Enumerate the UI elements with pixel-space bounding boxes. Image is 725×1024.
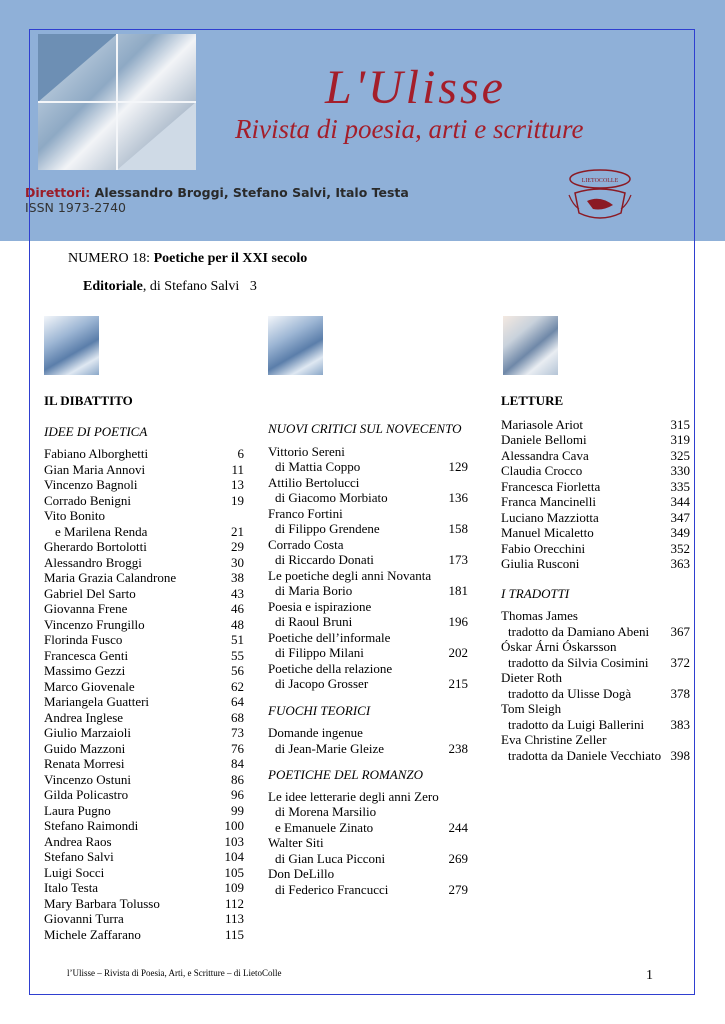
toc-entry-name: Gherardo Bortolotti xyxy=(44,539,147,554)
toc-entry[interactable] xyxy=(44,679,244,695)
cover-image-logo xyxy=(38,34,196,170)
toc-entry-page: 84 xyxy=(231,756,244,771)
toc-entry[interactable] xyxy=(44,741,244,757)
toc-entry-page: 335 xyxy=(670,478,690,494)
toc-entry[interactable] xyxy=(44,849,244,865)
toc-entry-name: di Raoul Bruni xyxy=(275,614,353,629)
toc-entry-page: 103 xyxy=(224,833,244,849)
toc-entry-page: 6 xyxy=(237,446,244,461)
toc-entry[interactable] xyxy=(44,586,244,602)
toc-entry-page: 352 xyxy=(670,540,690,556)
toc-entry-author: di Morena Marsilio xyxy=(275,804,377,819)
toc-entry[interactable] xyxy=(44,787,244,803)
toc-entry[interactable] xyxy=(44,601,244,617)
toc-entry-page: 158 xyxy=(448,521,468,536)
subsection-heading: POETICHE DEL ROMANZO xyxy=(268,767,424,782)
toc-entry-name: Florinda Fusco xyxy=(44,632,123,647)
toc-entry-page: 68 xyxy=(231,709,244,725)
readings-list xyxy=(501,417,690,572)
section-heading: IL DIBATTITO xyxy=(44,393,133,408)
toc-entry-name: Andrea Inglese xyxy=(44,709,124,725)
toc-entry-page: 115 xyxy=(224,926,244,942)
toc-entry-page: 367 xyxy=(670,623,690,639)
issue-heading xyxy=(68,251,307,267)
toc-entry-name: di Jean-Marie Gleize xyxy=(275,740,385,756)
toc-entry[interactable] xyxy=(501,510,690,526)
toc-entry-name: Fabiano Alborghetti xyxy=(44,446,149,461)
toc-entry-page: 13 xyxy=(231,477,244,492)
toc-entry[interactable] xyxy=(44,772,244,788)
toc-entry-title[interactable]: Walter Siti xyxy=(268,835,324,850)
toc-entry-name: Fabio Orecchini xyxy=(501,540,586,556)
toc-entry-name: tradotto da Silvia Cosimini xyxy=(508,654,649,670)
toc-entry-name: Alessandro Broggi xyxy=(44,554,142,570)
toc-entry-page: 43 xyxy=(231,585,244,601)
toc-entry-page: 196 xyxy=(448,614,468,629)
issn-number: ISSN 1973-2740 xyxy=(25,200,127,215)
toc-entry[interactable] xyxy=(44,710,244,726)
toc-entry-page: 238 xyxy=(448,740,468,756)
toc-entry-name: di Filippo Grendene xyxy=(275,521,380,536)
toc-entry-page: 325 xyxy=(670,447,690,463)
toc-entry[interactable] xyxy=(501,686,690,702)
toc-entry-name: Luigi Socci xyxy=(44,864,105,880)
toc-entry-page: 112 xyxy=(224,895,244,911)
toc-entry[interactable] xyxy=(501,448,690,464)
toc-entry[interactable] xyxy=(44,555,244,571)
toc-entry-name: tradotto da Luigi Ballerini xyxy=(508,716,645,732)
toc-entry-name: Claudia Crocco xyxy=(501,463,583,478)
toc-entry[interactable] xyxy=(501,624,690,640)
toc-entry[interactable] xyxy=(44,570,244,586)
toc-entry-page: 372 xyxy=(670,654,690,670)
issue-number: NUMERO 18: xyxy=(68,251,151,266)
toc-entry-name: Italo Testa xyxy=(44,880,99,895)
toc-entry-name: di Giacomo Morbiato xyxy=(275,490,388,505)
toc-entry[interactable] xyxy=(44,663,244,679)
toc-entry-name: tradotto da Ulisse Dogà xyxy=(508,685,632,701)
toc-entry-title[interactable]: Corrado Costa xyxy=(268,536,344,552)
section-thumbnail-image xyxy=(44,316,99,375)
toc-entry[interactable] xyxy=(268,676,468,692)
toc-entry-name: Francesca Genti xyxy=(44,647,129,663)
toc-entry-name: Francesca Fiorletta xyxy=(501,478,601,494)
toc-entry[interactable] xyxy=(501,494,690,510)
middle-column xyxy=(268,421,468,897)
toc-entry-name: Giulio Marzaioli xyxy=(44,725,132,740)
section-heading: LETTURE xyxy=(501,393,564,408)
author-list xyxy=(44,446,244,942)
toc-entry-page: 46 xyxy=(231,601,244,616)
right-column xyxy=(501,393,690,763)
subsection-heading: NUOVI CRITICI SUL NOVECENTO xyxy=(268,421,462,436)
toc-entry-page: 73 xyxy=(231,725,244,740)
toc-entry-title[interactable]: Thomas James xyxy=(501,608,578,623)
toc-entry[interactable] xyxy=(44,493,244,509)
toc-entry[interactable] xyxy=(44,896,244,912)
toc-entry-name: di Jacopo Grosser xyxy=(275,676,369,691)
toc-entry-name: di Federico Francucci xyxy=(275,881,389,897)
critics-list xyxy=(268,444,468,692)
toc-entry-page: 378 xyxy=(670,685,690,701)
toc-entry-page: 269 xyxy=(448,850,468,866)
toc-entry[interactable] xyxy=(268,741,468,757)
toc-entry-page: 319 xyxy=(670,432,690,447)
toc-entry-page: 215 xyxy=(448,676,468,691)
toc-entry-page: 104 xyxy=(224,849,244,864)
toc-entry[interactable] xyxy=(44,725,244,741)
page-number: 1 xyxy=(646,968,653,983)
toc-entry[interactable] xyxy=(268,490,468,506)
toc-entry-page: 105 xyxy=(224,864,244,880)
toc-entry-name: Giovanni Turra xyxy=(44,911,124,926)
toc-entry-page: 21 xyxy=(231,523,244,539)
toc-entry[interactable] xyxy=(44,508,244,524)
toc-entry[interactable] xyxy=(44,617,244,633)
toc-entry-name: Renata Morresi xyxy=(44,756,125,771)
romanzo-list xyxy=(268,789,468,898)
toc-entry-page: 279 xyxy=(448,881,468,897)
toc-entry-page: 11 xyxy=(231,461,244,477)
editorial-author: , di Stefano Salvi xyxy=(142,279,240,294)
fuochi-list xyxy=(268,725,468,756)
subsection-heading: I TRADOTTI xyxy=(501,585,570,601)
toc-entry[interactable] xyxy=(268,521,468,537)
toc-entry-name: Stefano Salvi xyxy=(44,849,114,864)
directors-names: Alessandro Broggi, Stefano Salvi, Italo Testa xyxy=(94,185,409,200)
toc-entry[interactable] xyxy=(44,539,244,555)
toc-entry-page: 330 xyxy=(670,463,690,478)
toc-entry-page: 56 xyxy=(231,663,244,678)
toc-entry[interactable] xyxy=(501,748,690,764)
toc-entry-page: 363 xyxy=(670,556,690,571)
toc-entry-name: Gabriel Del Sarto xyxy=(44,585,136,601)
toc-entry-name: Mariasole Ariot xyxy=(501,416,583,432)
toc-entry-name: Stefano Raimondi xyxy=(44,818,139,833)
toc-entry[interactable] xyxy=(44,834,244,850)
romanzo-items xyxy=(268,835,468,897)
toc-entry[interactable] xyxy=(501,417,690,433)
toc-entry-name: di Filippo Milani xyxy=(275,645,364,660)
toc-entry-page: 344 xyxy=(670,494,690,509)
left-column xyxy=(44,393,244,942)
magazine-subtitle: Rivista di poesia, arti e scritture xyxy=(235,114,584,144)
toc-entry-name: Guido Mazzoni xyxy=(44,740,126,756)
directors-label: Direttori: xyxy=(25,185,91,200)
toc-entry[interactable] xyxy=(44,911,244,927)
toc-entry-page: 76 xyxy=(231,740,244,756)
toc-entry[interactable] xyxy=(268,882,468,898)
toc-entry-page: 129 xyxy=(448,459,468,474)
toc-entry-name: Vincenzo Frungillo xyxy=(44,616,145,632)
footer-text: l’Ulisse – Rivista di Poesia, Arti, e Scritture – di LietoColle xyxy=(67,968,282,978)
toc-entry-name: di Mattia Coppo xyxy=(275,459,361,474)
issue-title: Poetiche per il XXI secolo xyxy=(153,251,308,266)
toc-entry-title[interactable]: Tom Sleigh xyxy=(501,701,562,716)
toc-entry-title[interactable]: Poetiche dell’informale xyxy=(268,629,391,645)
toc-entry[interactable] xyxy=(501,541,690,557)
toc-entry-name: Mary Barbara Tolusso xyxy=(44,895,160,911)
toc-entry-title[interactable]: Poesia e ispirazione xyxy=(268,598,372,614)
toc-entry-title[interactable]: Domande ingenue xyxy=(268,725,363,740)
toc-entry[interactable] xyxy=(44,927,244,943)
toc-entry-name: Vito Bonito xyxy=(44,508,105,523)
toc-entry[interactable] xyxy=(268,851,468,867)
editorial-page: 3 xyxy=(249,279,257,294)
toc-entry-title[interactable]: Don DeLillo xyxy=(268,866,335,881)
toc-entry[interactable] xyxy=(44,446,244,462)
toc-entry-name: Vincenzo Ostuni xyxy=(44,771,131,787)
toc-entry-name: Luciano Mazziotta xyxy=(501,509,599,525)
toc-entry[interactable] xyxy=(44,803,244,819)
toc-entry-title[interactable]: Dieter Roth xyxy=(501,670,563,685)
toc-entry-title[interactable]: Poetiche della relazione xyxy=(268,660,393,676)
toc-entry-name: di Maria Borio xyxy=(275,583,353,598)
toc-entry[interactable] xyxy=(44,632,244,648)
toc-entry-name: tradotta da Daniele Vecchiato xyxy=(508,747,662,763)
toc-entry-name: Maria Grazia Calandrone xyxy=(44,570,177,585)
toc-entry-page: 347 xyxy=(670,509,690,525)
translated-list xyxy=(501,608,690,763)
toc-entry[interactable] xyxy=(44,880,244,896)
toc-entry[interactable] xyxy=(44,865,244,881)
toc-entry-title[interactable]: Le poetiche degli anni Novanta xyxy=(268,567,432,583)
toc-entry-page: 62 xyxy=(231,678,244,694)
toc-entry[interactable] xyxy=(501,556,690,572)
toc-entry[interactable] xyxy=(501,432,690,448)
subsection-heading: IDEE DI POETICA xyxy=(44,423,148,439)
toc-entry-page: 99 xyxy=(231,802,244,818)
toc-entry-title[interactable]: Le idee letterarie degli anni Zero xyxy=(268,788,439,804)
toc-entry[interactable] xyxy=(501,479,690,495)
toc-entry[interactable] xyxy=(268,614,468,630)
toc-entry[interactable] xyxy=(44,694,244,710)
toc-entry-name: Michele Zaffarano xyxy=(44,926,141,942)
toc-entry-page: 55 xyxy=(231,647,244,663)
toc-entry[interactable] xyxy=(268,645,468,661)
toc-entry-page: 48 xyxy=(231,616,244,632)
toc-entry[interactable] xyxy=(44,477,244,493)
section-thumbnail-image xyxy=(268,316,323,375)
toc-entry-name: Daniele Bellomi xyxy=(501,432,587,447)
toc-entry-page: 202 xyxy=(448,645,468,660)
toc-entry[interactable] xyxy=(501,525,690,541)
toc-entry[interactable] xyxy=(44,756,244,772)
toc-entry-name: Corrado Benigni xyxy=(44,492,132,508)
toc-entry-page: 30 xyxy=(231,554,244,570)
toc-entry-page: 109 xyxy=(224,880,244,895)
toc-entry-page: 181 xyxy=(448,583,468,598)
toc-entry-page: 383 xyxy=(670,716,690,732)
toc-entry-name: Andrea Raos xyxy=(44,833,112,849)
toc-entry-name: tradotto da Damiano Abeni xyxy=(508,623,650,639)
toc-entry-name: di Riccardo Donati xyxy=(275,552,374,567)
toc-entry[interactable] xyxy=(501,717,690,733)
toc-entry-page: 51 xyxy=(231,632,244,647)
toc-entry-name: Laura Pugno xyxy=(44,802,111,818)
toc-entry-name: Marco Giovenale xyxy=(44,678,135,694)
toc-entry-title[interactable]: Vittorio Sereni xyxy=(268,443,345,459)
directors-line xyxy=(25,185,409,200)
toc-entry-page: 349 xyxy=(670,525,690,540)
toc-entry-page: 244 xyxy=(448,819,468,835)
toc-entry-name: Franca Mancinelli xyxy=(501,494,596,509)
publisher-emblem-icon xyxy=(565,165,635,227)
toc-entry-name: Alessandra Cava xyxy=(501,447,589,463)
toc-entry-name: Gian Maria Annovi xyxy=(44,461,146,477)
toc-entry[interactable] xyxy=(44,524,244,540)
toc-entry-page: 173 xyxy=(448,552,468,567)
toc-entry-page: 19 xyxy=(231,492,244,508)
toc-entry-name: Massimo Gezzi xyxy=(44,663,126,678)
toc-entry[interactable] xyxy=(44,462,244,478)
toc-entry-page: 96 xyxy=(231,787,244,802)
toc-entry[interactable] xyxy=(44,818,244,834)
toc-entry-page: 64 xyxy=(231,694,244,709)
emblem-text: LIETOCOLLE xyxy=(581,178,619,184)
toc-entry-page: 113 xyxy=(224,911,244,926)
toc-entry-title[interactable]: Franco Fortini xyxy=(268,505,343,521)
toc-entry[interactable] xyxy=(268,820,468,836)
toc-entry-name: Giulia Rusconi xyxy=(501,556,580,571)
toc-entry-page: 136 xyxy=(448,490,468,505)
toc-entry[interactable] xyxy=(501,463,690,479)
masthead xyxy=(0,0,725,241)
toc-entry-page: 315 xyxy=(670,416,690,432)
toc-entry-page: 38 xyxy=(231,570,244,585)
toc-entry[interactable] xyxy=(44,648,244,664)
section-thumbnail-image xyxy=(503,316,558,375)
toc-entry-page: 86 xyxy=(231,771,244,787)
toc-entry-name: Manuel Micaletto xyxy=(501,525,594,540)
toc-entry-title[interactable]: Óskar Árni Óskarsson xyxy=(501,639,617,654)
toc-entry[interactable] xyxy=(268,583,468,599)
magazine-title: L'Ulisse xyxy=(325,61,506,114)
toc-entry-name: e Marilena Renda xyxy=(55,523,148,539)
toc-entry-page: 100 xyxy=(224,818,244,833)
toc-entry-author: e Emanuele Zinato xyxy=(275,819,374,835)
editorial-label: Editoriale xyxy=(83,279,143,294)
toc-entry-page: 398 xyxy=(670,747,690,763)
toc-entry-name: Vincenzo Bagnoli xyxy=(44,477,138,492)
toc-entry[interactable] xyxy=(268,552,468,568)
toc-entry-name: Gilda Policastro xyxy=(44,787,129,802)
toc-entry-page: 29 xyxy=(231,539,244,554)
toc-entry-name: Mariangela Guatteri xyxy=(44,694,150,709)
subsection-heading: FUOCHI TEORICI xyxy=(268,702,371,718)
toc-entry-title[interactable]: Eva Christine Zeller xyxy=(501,732,607,747)
toc-entry-name: Giovanna Frene xyxy=(44,601,128,616)
toc-entry-title[interactable]: Attilio Bertolucci xyxy=(268,474,360,490)
toc-entry[interactable] xyxy=(268,459,468,475)
editorial-entry[interactable] xyxy=(83,279,257,295)
toc-entry-name: di Gian Luca Picconi xyxy=(275,850,386,866)
toc-entry[interactable] xyxy=(501,655,690,671)
